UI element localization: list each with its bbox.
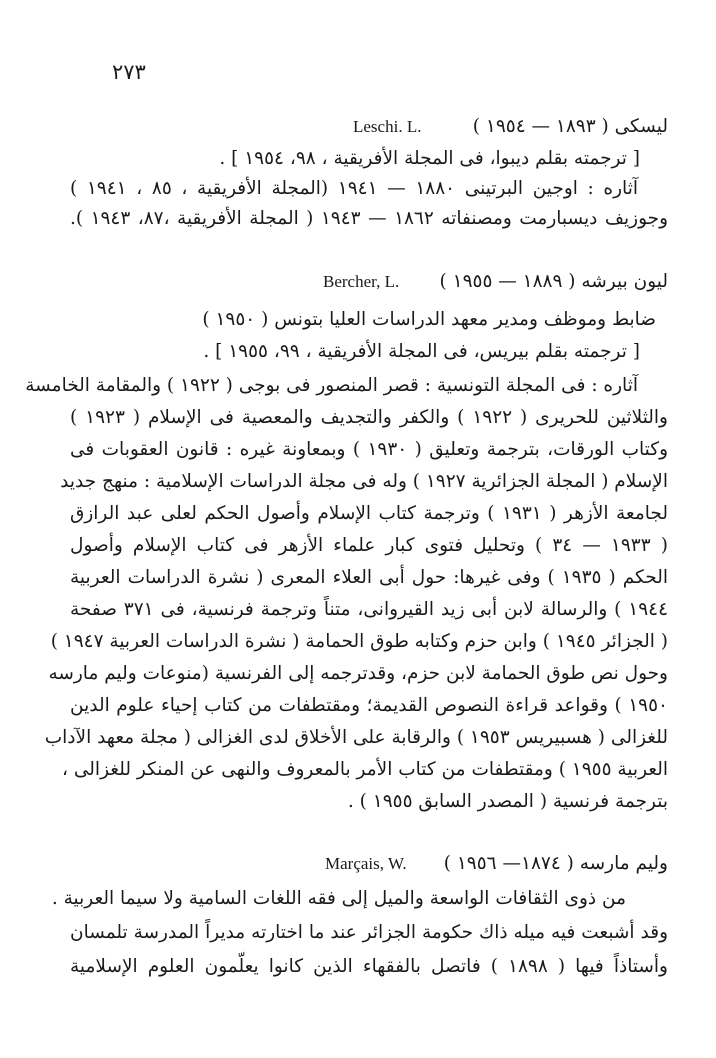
entry-heading-latin: Marçais, W. — [325, 854, 407, 873]
entry-line: ( ١٩٣٣ — ٣٤ ) وتحليل فتوى كبار علماء الأزهر فى كتاب الإسلام وأصول — [70, 535, 668, 556]
entry-line: [ ترجمته بقلم ديبوا، فى المجلة الأفريقية ، ٩٨، ١٩٥٤ ] . — [219, 148, 640, 169]
entry-heading-bercher — [70, 267, 668, 297]
entry-line: وحول نص طوق الحمامة لابن حزم، وقدترجمه إلى الفرنسية (منوعات وليم مارسه — [48, 663, 668, 684]
entry-line: آثاره : اوجين البرتينى ١٨٨٠ — ١٩٤١ (المجلة الأفريقية ، ٨٥ ، ١٩٤١ ) — [70, 178, 638, 199]
entry-line: وجوزيف ديسبارمت ومصنفاته ١٨٦٢ — ١٩٤٣ ( المجلة الأفريقية ،٨٧، ١٩٤٣ ). — [70, 208, 669, 229]
entry-line: لجامعة الأزهر ( ١٩٣١ ) وترجمة كتاب الإسلام وأصول الحكم لعلى عبد الرازق — [70, 503, 668, 524]
entry-heading-leschi — [70, 112, 668, 142]
entry-heading-arabic: ليسكى ( ١٨٩٣ — ١٩٥٤ ) — [472, 116, 668, 137]
entry-line: وقد أشبعت فيه ميله ذاك حكومة الجزائر عند ما اختارته مديراً المدرسة تلمسان — [70, 922, 668, 943]
entry-line: العربية ١٩٥٥ ) ومقتطفات من كتاب الأمر بالمعروف والنهى عن المنكر للغزالى ، — [62, 759, 668, 780]
entry-heading-arabic: ليون بيرشه ( ١٨٨٩ — ١٩٥٥ ) — [439, 271, 668, 292]
entry-line: وأستاذاً فيها ( ١٨٩٨ ) فاتصل بالفقهاء الذين كانوا يعلّمون العلوم الإسلامية — [70, 956, 668, 977]
entry-heading-arabic: وليم مارسه ( ١٨٧٤— ١٩٥٦ ) — [443, 853, 668, 874]
entry-line: الإسلام ( المجلة الجزائرية ١٩٢٧ ) وله فى مجلة الدراسات الإسلامية : منهج جديد — [60, 471, 668, 492]
entry-line: من ذوى الثقافات الواسعة والميل إلى فقه اللغات السامية ولا سيما العربية . — [51, 888, 626, 909]
entry-line: آثاره : فى المجلة التونسية : قصر المنصور فى بوجى ( ١٩٢٢ ) والمقامة الخامسة — [25, 375, 638, 396]
entry-line: [ ترجمته بقلم بيريس، فى المجلة الأفريقية ، ٩٩، ١٩٥٥ ] . — [203, 341, 640, 362]
entry-line: ضابط وموظف ومدير معهد الدراسات العليا بتونس ( ١٩٥٠ ) — [202, 309, 656, 330]
entry-heading-latin: Leschi. L. — [353, 117, 422, 136]
entry-line: والثلاثين للحريرى ( ١٩٢٢ ) والكفر والتجديف والمعصية فى الإسلام ( ١٩٢٣ ) — [70, 407, 668, 428]
page-number: ٢٧٣ — [112, 60, 146, 84]
entry-line: ١٩٥٠ ) وقواعد قراءة النصوص القديمة؛ ومقتطفات من كتاب إحياء علوم الدين — [70, 695, 668, 716]
entry-line: ١٩٤٤ ) والرسالة لابن أبى زيد القيروانى، متناً وترجمة فرنسية، فى ٣٧١ صفحة — [70, 599, 669, 620]
entry-line: للغزالى ( هسبيريس ١٩٥٣ ) والرقابة على الأخلاق لدى الغزالى ( مجلة معهد الآداب — [44, 727, 668, 748]
entry-heading-marcais — [70, 849, 668, 879]
entry-line: الحكم ( ١٩٣٥ ) وفى غيرها: حول أبى العلاء المعرى ( نشرة الدراسات العربية — [70, 567, 668, 588]
entry-line: ( الجزائر ١٩٤٥ ) وابن حزم وكتابه طوق الحمامة ( نشرة الدراسات العربية ١٩٤٧ ) — [50, 631, 668, 652]
entry-heading-latin: Bercher, L. — [323, 272, 400, 291]
entry-line: بترجمة فرنسية ( المصدر السابق ١٩٥٥ ) . — [347, 791, 668, 812]
entry-line: وكتاب الورقات، بترجمة وتعليق ( ١٩٣٠ ) وبمعاونة غيره : قانون العقوبات فى — [70, 439, 669, 460]
